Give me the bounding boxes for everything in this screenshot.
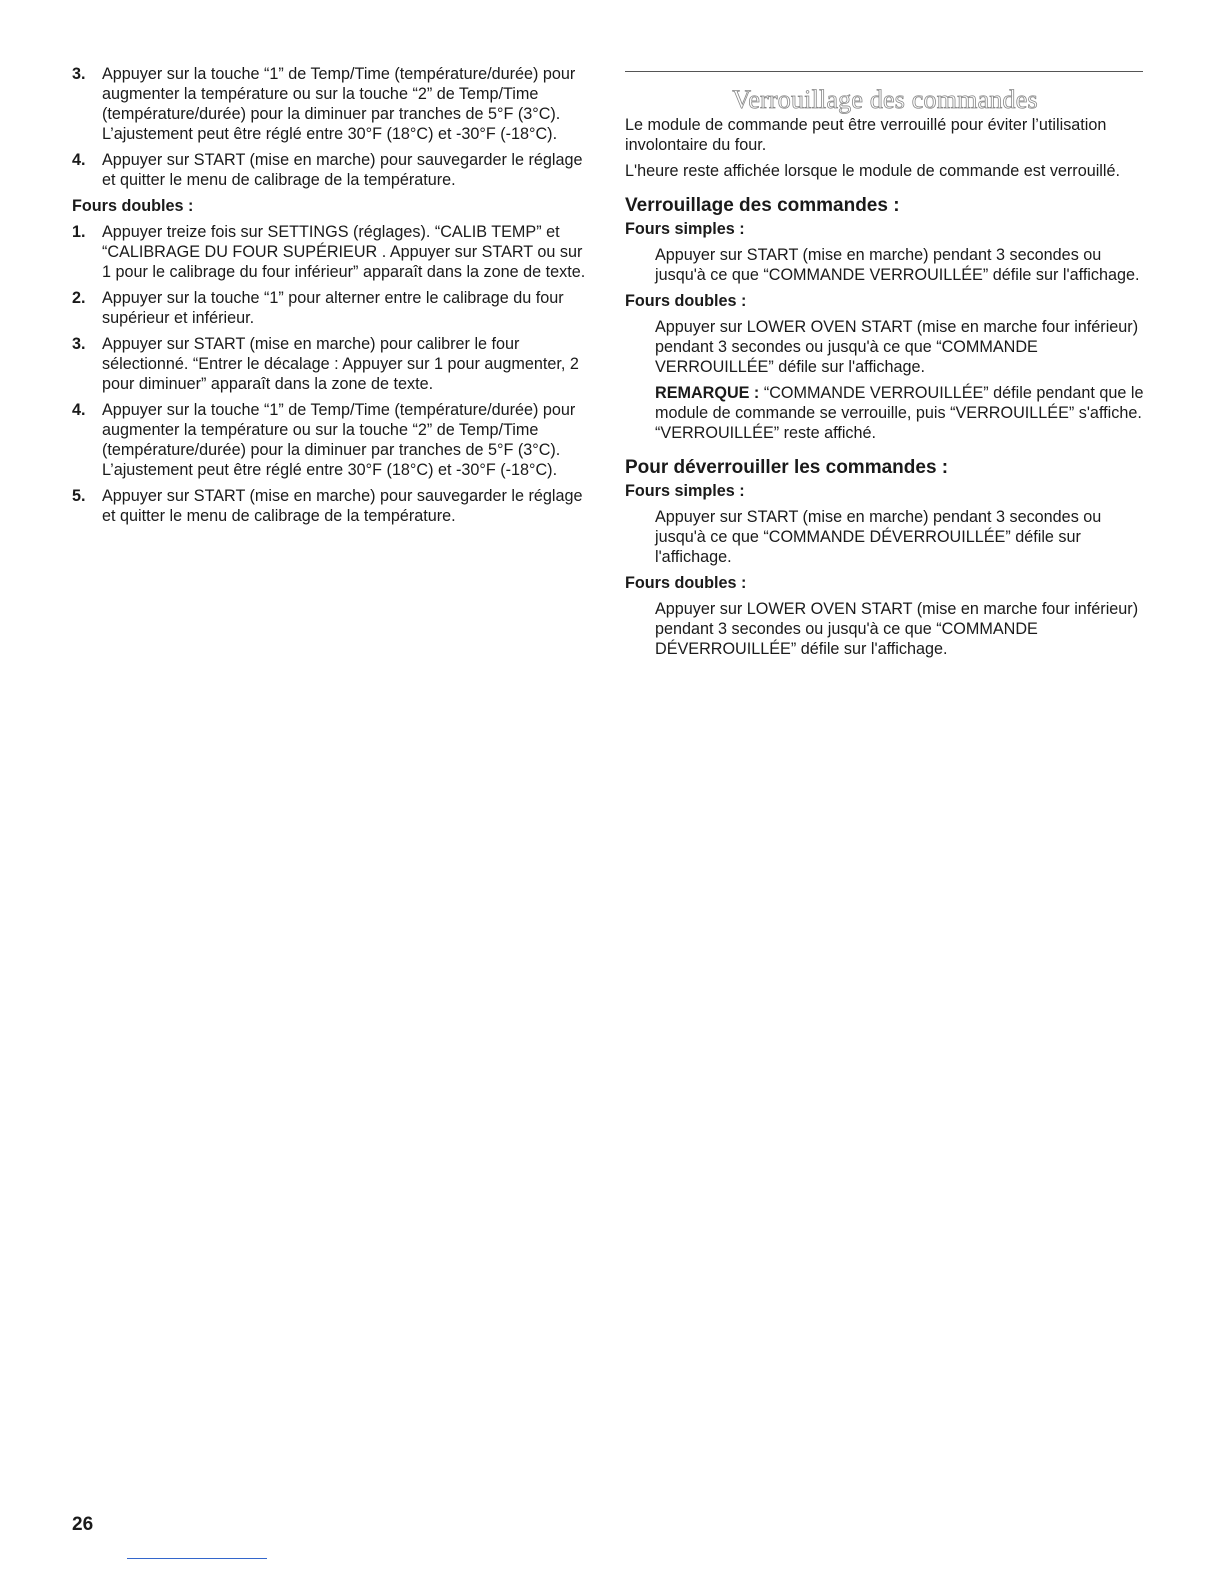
step-number: 4. [72, 401, 86, 419]
footer-line [127, 1558, 267, 1559]
step-number: 3. [72, 65, 86, 83]
intro-paragraph-2: L'heure reste affichée lorsque le module de commande est verrouillé. [625, 162, 1120, 180]
unlock-simples-heading: Fours simples : [625, 482, 745, 500]
note-label: REMARQUE : [655, 384, 760, 402]
list-item [72, 334, 592, 394]
section-title: Verrouillage des commandes [732, 85, 1038, 114]
lock-heading: Verrouillage des commandes : [625, 195, 900, 216]
step-text: Appuyer sur la touche “1” de Temp/Time (température/durée) pour augmenter la température ou sur la touche “2” de Temp/Time (température/durée) pour la diminuer par tranches de 5°F (3°C). L’ajustement peut être réglé entre 30°F (18°C) et -30°F (-18°C). [102, 65, 576, 143]
step-number: 3. [72, 335, 86, 353]
lock-doubles-text: Appuyer sur LOWER OVEN START (mise en marche four inférieur) pendant 3 secondes ou jusqu'à ce que “COMMANDE VERROUILLÉE” défile sur l'affichage. [655, 318, 1139, 376]
unlock-doubles-text: Appuyer sur LOWER OVEN START (mise en marche four inférieur) pendant 3 secondes ou jusqu'à ce que “COMMANDE DÉVERROUILLÉE” défile sur l'affichage. [655, 600, 1139, 658]
list-item [72, 288, 592, 328]
list-item [72, 400, 592, 480]
unlock-heading: Pour déverrouiller les commandes : [625, 457, 949, 478]
step-number: 2. [72, 289, 86, 307]
intro-paragraph: Le module de commande peut être verrouillé pour éviter l’utilisation involontaire du four. [625, 116, 1107, 154]
calibration-steps-single [72, 64, 592, 190]
list-item [72, 64, 592, 144]
lock-simples-heading: Fours simples : [625, 220, 745, 238]
step-text: Appuyer sur START (mise en marche) pour calibrer le four sélectionné. “Entrer le décalage : Appuyer sur 1 pour augmenter, 2 pour diminuer” apparaît dans la zone de texte. [102, 335, 579, 393]
step-number: 4. [72, 151, 86, 169]
lock-simples-text: Appuyer sur START (mise en marche) pendant 3 secondes ou jusqu'à ce que “COMMANDE VERROUILLÉE” défile sur l'affichage. [655, 246, 1140, 284]
calibration-steps-double [72, 222, 592, 526]
lock-doubles-heading: Fours doubles : [625, 292, 747, 310]
step-text: Appuyer treize fois sur SETTINGS (réglages). “CALIB TEMP” et “CALIBRAGE DU FOUR SUPÉRIEUR . Appuyer sur START ou sur 1 pour le calibrage du four inférieur” apparaît dans la zone de texte. [102, 223, 586, 281]
step-text: Appuyer sur START (mise en marche) pour sauvegarder le réglage et quitter le menu de calibrage de la température. [102, 151, 583, 189]
list-item [72, 486, 592, 526]
step-text: Appuyer sur START (mise en marche) pour sauvegarder le réglage et quitter le menu de calibrage de la température. [102, 487, 583, 525]
fours-doubles-heading: Fours doubles : [72, 197, 194, 215]
step-number: 5. [72, 487, 86, 505]
step-text: Appuyer sur la touche “1” de Temp/Time (température/durée) pour augmenter la température ou sur la touche “2” de Temp/Time (température/durée) pour la diminuer par tranches de 5°F (3°C). L’ajustement peut être réglé entre 30°F (18°C) et -30°F (-18°C). [102, 401, 576, 479]
step-number: 1. [72, 223, 86, 241]
note-text: “COMMANDE VERROUILLÉE” défile pendant que le module de commande se verrouille, puis “VERROUILLÉE” s'affiche. “VERROUILLÉE” reste affiché. [655, 384, 1144, 442]
page-number: 26 [72, 1514, 94, 1535]
right-column [625, 64, 1145, 665]
left-column [72, 64, 592, 532]
list-item [72, 150, 592, 190]
unlock-doubles-heading: Fours doubles : [625, 574, 747, 592]
unlock-simples-text: Appuyer sur START (mise en marche) pendant 3 secondes ou jusqu'à ce que “COMMANDE DÉVERROUILLÉE” défile sur l'affichage. [655, 508, 1102, 566]
lock-note [625, 383, 1145, 443]
step-text: Appuyer sur la touche “1” pour alterner entre le calibrage du four supérieur et inférieur. [102, 289, 564, 327]
list-item [72, 222, 592, 282]
section-divider [625, 71, 1143, 72]
